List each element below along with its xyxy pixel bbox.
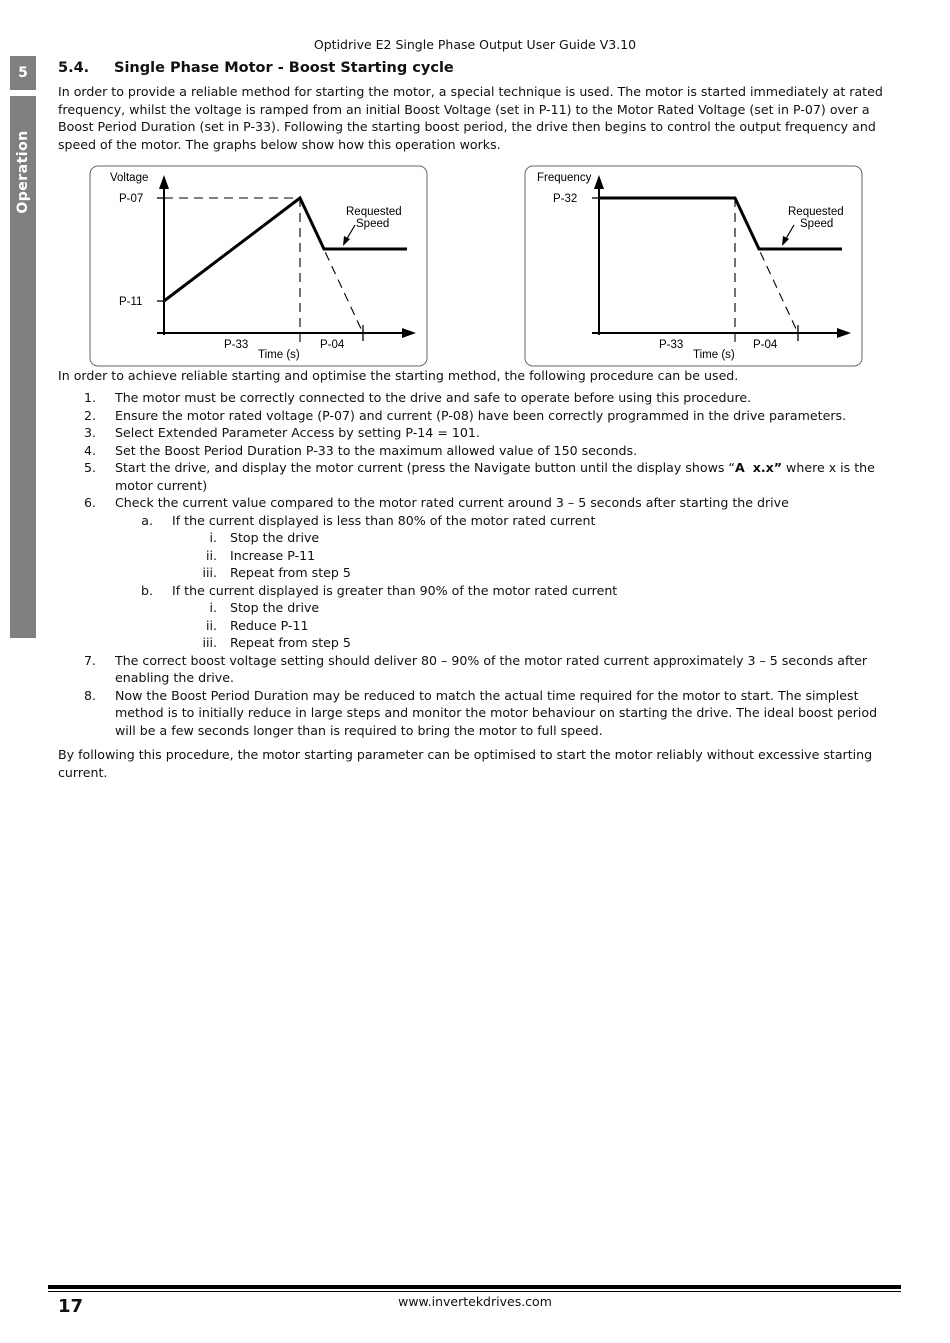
list-text: Stop the drive xyxy=(230,600,320,615)
y-axis-title: Voltage xyxy=(110,172,149,184)
list-text: Increase P-11 xyxy=(230,547,316,563)
list-marker: a. xyxy=(141,512,153,528)
list-text: Select Extended Parameter Access by setting P-14 = 101. xyxy=(115,425,480,440)
list-text: Stop the drive xyxy=(230,530,320,545)
x-axis-title: Time (s) xyxy=(258,349,300,361)
closing-paragraph: By following this procedure, the motor starting parameter can be optimised to start the motor reliably without excessive starting current. xyxy=(58,747,873,780)
intro-paragraph: In order to provide a reliable method for starting the motor, a special technique is used. The motor is started immediately at rated frequency, whilst the voltage is ramped from an initial Boost Voltage (set in P-11) to the Motor Rated Voltage (set in P-07) over a Boost Period Duration (set in P-33). Following the starting boost period, the drive then begins to control the output frequency and speed of the motor. The graphs below show how this operation works. xyxy=(58,84,883,152)
list-marker: ii. xyxy=(205,617,217,633)
list-text: The motor must be correctly connected to the drive and safe to operate before using this procedure. xyxy=(115,390,752,405)
callout-line-2: Speed xyxy=(800,218,834,230)
list-text: Ensure the motor rated voltage (P-07) and current (P-08) have been correctly programmed in the drive parameters. xyxy=(115,407,847,423)
list-marker: 3. xyxy=(83,425,96,440)
list-marker: iii. xyxy=(202,635,217,650)
list-text: Repeat from step 5 xyxy=(230,565,351,580)
list-item xyxy=(58,494,890,512)
list-item xyxy=(58,634,890,652)
running-header: Optidrive E2 Single Phase Output User Guide V3.10 xyxy=(313,37,637,52)
list-marker: i. xyxy=(209,600,217,615)
list-marker: 4. xyxy=(83,442,96,458)
list-item xyxy=(58,442,890,460)
x-label-a: P-33 xyxy=(659,339,684,351)
section-number: 5.4. xyxy=(58,60,90,76)
list-item xyxy=(58,617,890,635)
callout-line-2: Speed xyxy=(356,218,390,230)
list-item xyxy=(58,529,890,547)
y-axis-title: Frequency xyxy=(537,172,592,184)
list-item xyxy=(58,547,890,565)
side-tab-separator xyxy=(10,90,36,96)
y-label-top: P-32 xyxy=(553,193,578,205)
list-text: Repeat from step 5 xyxy=(230,635,351,650)
list-marker: iii. xyxy=(202,565,217,580)
list-marker: i. xyxy=(209,530,217,545)
list-text: Start the drive, and display the motor current (press the Navigate button until the display shows “ xyxy=(115,460,735,475)
list-item xyxy=(58,407,890,425)
display-value: x.x” xyxy=(752,460,783,475)
list-marker: 2. xyxy=(83,407,96,423)
display-glyph-a: A xyxy=(734,460,745,475)
list-marker: 5. xyxy=(83,460,96,475)
callout-line-1: Requested xyxy=(346,206,402,218)
list-text: Now the Boost Period Duration may be reduced to match the actual time required for the motor to start. The simplest method is to initially reduce in large steps and monitor the motor behaviour on starting the drive. The ideal boost period will be a few seconds longer than is required to bring the motor to full speed. xyxy=(115,687,878,738)
list-item xyxy=(58,424,890,442)
list-text: where x is the motor current) xyxy=(115,460,875,493)
chapter-label-box xyxy=(10,102,36,242)
list-marker: 1. xyxy=(83,390,96,405)
x-label-b: P-04 xyxy=(753,339,778,351)
chapter-label: Operation xyxy=(15,130,31,214)
list-item xyxy=(58,512,890,530)
y-label-top: P-07 xyxy=(119,193,144,205)
chapter-side-tab xyxy=(10,56,36,638)
y-label-bottom: P-11 xyxy=(119,296,143,308)
voltage-graph xyxy=(89,165,428,367)
list-marker: 8. xyxy=(83,687,96,703)
callout-line-1: Requested xyxy=(788,206,844,218)
list-text: If the current displayed is less than 80% of the motor rated current xyxy=(172,512,596,528)
list-item xyxy=(58,389,890,407)
list-item xyxy=(58,687,890,740)
procedure-intro: In order to achieve reliable starting and optimise the starting method, the following procedure can be used. xyxy=(58,368,739,383)
list-text: The correct boost voltage setting should deliver 80 – 90% of the motor rated current approximately 3 – 5 seconds after enabling the drive. xyxy=(115,652,868,685)
list-item xyxy=(58,564,890,582)
section-title: Single Phase Motor - Boost Starting cycle xyxy=(114,60,454,76)
list-marker: b. xyxy=(141,582,153,598)
list-item xyxy=(58,599,890,617)
procedure-list xyxy=(58,389,890,739)
list-text: Reduce P-11 xyxy=(230,617,309,633)
list-item xyxy=(58,582,890,600)
list-text: If the current displayed is greater than 90% of the motor rated current xyxy=(172,582,618,598)
list-item xyxy=(58,459,890,494)
x-axis-title: Time (s) xyxy=(693,349,735,361)
list-item xyxy=(58,652,890,687)
x-label-a: P-33 xyxy=(224,339,249,351)
section-heading xyxy=(58,60,454,76)
page-number: 17 xyxy=(58,1296,84,1317)
list-text: Set the Boost Period Duration P-33 to the maximum allowed value of 150 seconds. xyxy=(115,442,638,458)
footer-url: www.invertekdrives.com xyxy=(398,1294,552,1309)
footer-rule xyxy=(48,1285,901,1289)
chapter-number: 5 xyxy=(18,65,28,81)
footer-rule-thin xyxy=(48,1291,901,1292)
list-marker: 7. xyxy=(83,652,96,668)
x-label-b: P-04 xyxy=(320,339,345,351)
list-marker: ii. xyxy=(205,547,217,563)
list-marker: 6. xyxy=(83,495,96,510)
list-text: Check the current value compared to the motor rated current around 3 – 5 seconds after starting the drive xyxy=(115,495,789,510)
frequency-graph xyxy=(524,165,863,367)
